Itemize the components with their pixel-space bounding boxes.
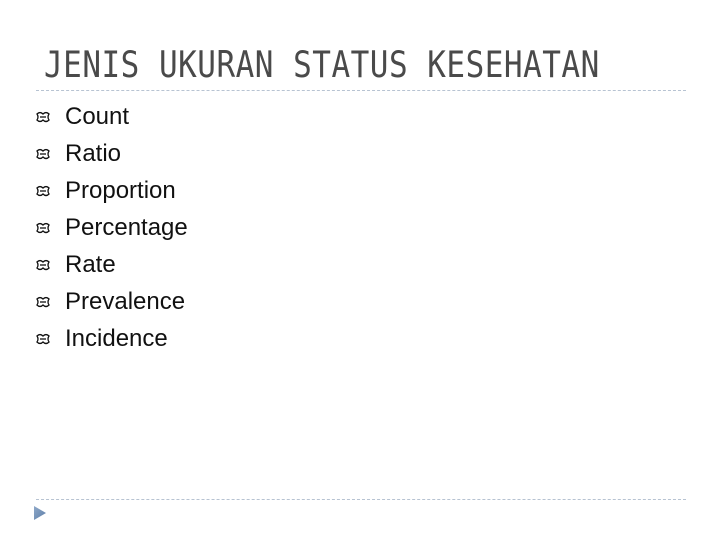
bullet-item-incidence — [36, 320, 188, 357]
bullet-item-percentage — [36, 209, 188, 246]
title-divider — [36, 90, 686, 91]
bullet-icon — [36, 111, 50, 123]
footer-divider — [36, 499, 686, 500]
bullet-item-rate — [36, 246, 188, 283]
bullet-item-prevalence — [36, 283, 188, 320]
bullet-icon — [36, 296, 50, 308]
play-triangle-icon[interactable] — [33, 505, 47, 521]
slide-title: JENIS UKURAN STATUS KESEHATAN — [44, 44, 600, 87]
bullet-icon — [36, 259, 50, 271]
bullet-label: Ratio — [65, 139, 122, 167]
bullet-label: Incidence — [65, 324, 168, 352]
bullet-label: Prevalence — [65, 287, 186, 315]
bullet-label: Count — [65, 102, 130, 130]
bullet-item-proportion — [36, 172, 188, 209]
bullet-item-count — [36, 98, 188, 135]
bullet-list — [36, 98, 188, 357]
bullet-label: Proportion — [65, 176, 176, 204]
bullet-label: Rate — [65, 250, 116, 278]
bullet-label: Percentage — [65, 213, 188, 241]
bullet-item-ratio — [36, 135, 188, 172]
bullet-icon — [36, 222, 50, 234]
bullet-icon — [36, 185, 50, 197]
bullet-icon — [36, 333, 50, 345]
bullet-icon — [36, 148, 50, 160]
